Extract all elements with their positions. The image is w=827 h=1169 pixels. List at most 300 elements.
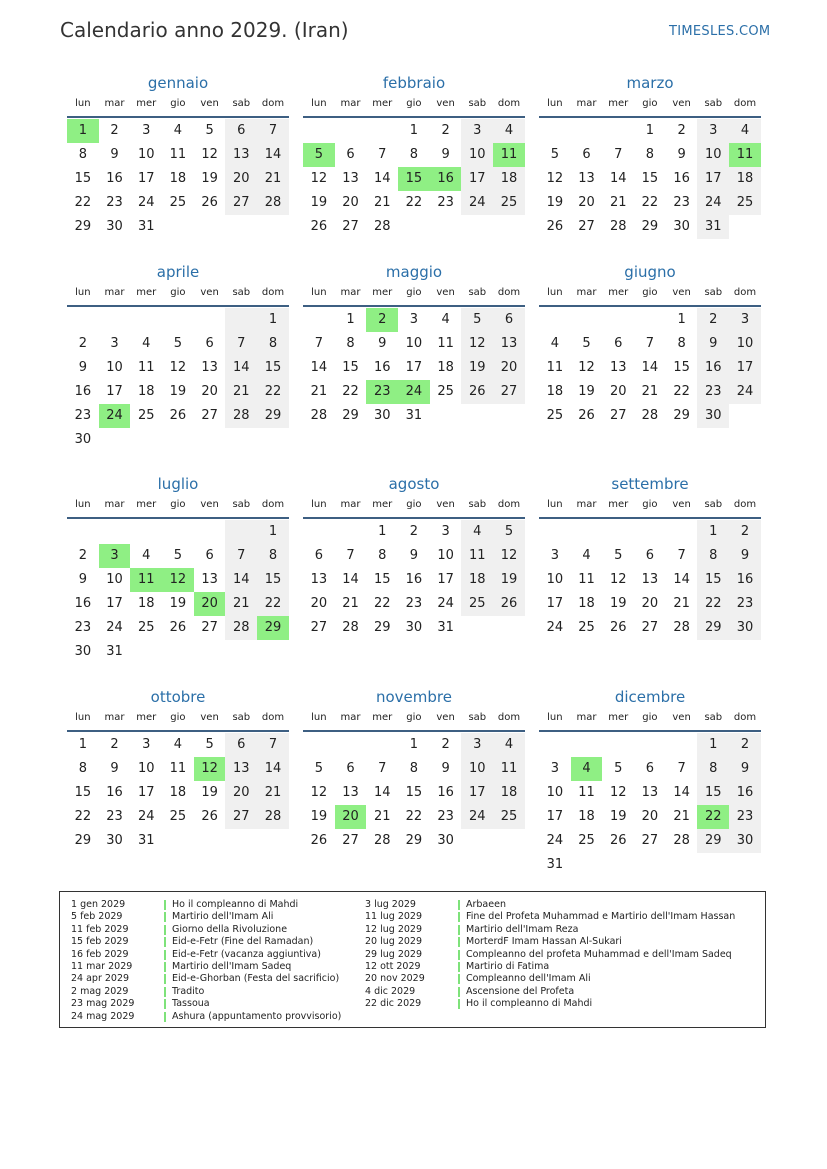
legend-text: Martirio dell'Imam Ali bbox=[172, 911, 274, 923]
day-cell: 10 bbox=[697, 143, 729, 167]
day-cell: 20 bbox=[609, 384, 627, 399]
day-cell: 1 bbox=[645, 123, 655, 138]
legend-row bbox=[71, 911, 341, 923]
day-cell: 29 bbox=[697, 829, 729, 853]
holiday-day-cell: 3 bbox=[99, 544, 131, 568]
empty-cell bbox=[571, 119, 603, 143]
weekday-label: sab bbox=[704, 287, 723, 298]
legend-text: Fine del Profeta Muhammad e Martirio dell'Imam Hassan bbox=[466, 911, 736, 923]
day-cell: 30 bbox=[74, 644, 92, 659]
day-cell: 2 bbox=[110, 123, 119, 138]
day-cell: 7 bbox=[225, 332, 257, 356]
day-cell: 2 bbox=[729, 733, 761, 757]
day-cell: 27 bbox=[201, 620, 218, 635]
legend-date: 1 gen 2029 bbox=[71, 899, 126, 910]
weekday-label: sab bbox=[468, 499, 487, 510]
day-cell: 21 bbox=[257, 781, 289, 805]
month-giugno bbox=[539, 261, 761, 428]
day-cell: 18 bbox=[437, 360, 454, 375]
legend-text: MorterdF Imam Hassan Al-Sukari bbox=[466, 936, 622, 948]
day-cell: 14 bbox=[342, 572, 359, 587]
day-cell: 22 bbox=[342, 384, 359, 399]
day-cell: 22 bbox=[257, 380, 289, 404]
brand-link[interactable]: TIMESLES.COM bbox=[669, 24, 771, 39]
day-cell: 26 bbox=[169, 408, 187, 423]
legend-date: 16 feb 2029 bbox=[71, 948, 129, 960]
day-cell: 11 bbox=[546, 360, 564, 375]
holiday-day-cell: 23 bbox=[366, 380, 398, 404]
day-cell: 3 bbox=[142, 737, 151, 752]
day-cell: 23 bbox=[729, 805, 761, 829]
legend-date: 20 lug 2029 bbox=[365, 936, 422, 948]
legend-text: Eid-e-Ghorban (Festa del sacrificio) bbox=[172, 973, 340, 985]
day-cell: 5 bbox=[314, 761, 323, 776]
day-cell: 19 bbox=[578, 384, 595, 399]
empty-cell bbox=[634, 733, 666, 757]
legend-text: Eid-e-Fetr (vacanza aggiuntiva) bbox=[172, 948, 321, 960]
legend-text: Martirio di Fatima bbox=[466, 960, 550, 972]
empty-cell bbox=[303, 308, 335, 332]
day-cell: 3 bbox=[461, 733, 493, 757]
holiday-day-cell: 12 bbox=[162, 568, 194, 592]
empty-cell bbox=[571, 520, 603, 544]
day-cell: 27 bbox=[609, 408, 627, 423]
day-cell: 9 bbox=[729, 757, 761, 781]
weekday-label: ven bbox=[672, 712, 691, 723]
weekday-label: lun bbox=[75, 499, 91, 510]
month-name: maggio bbox=[385, 263, 443, 281]
day-cell: 21 bbox=[673, 596, 690, 611]
weekday-label: ven bbox=[436, 287, 455, 298]
day-cell: 4 bbox=[582, 548, 591, 563]
day-cell: 13 bbox=[342, 785, 359, 800]
empty-cell bbox=[162, 520, 194, 544]
legend-date: 3 lug 2029 bbox=[365, 899, 416, 910]
day-cell: 1 bbox=[409, 737, 419, 752]
day-cell: 26 bbox=[310, 219, 328, 234]
day-cell: 5 bbox=[205, 123, 214, 138]
day-cell: 30 bbox=[405, 620, 423, 635]
day-cell: 16 bbox=[106, 171, 123, 186]
day-cell: 28 bbox=[673, 833, 690, 848]
day-cell: 15 bbox=[673, 360, 690, 375]
legend-row bbox=[365, 899, 735, 911]
day-cell: 28 bbox=[673, 620, 690, 635]
day-cell: 21 bbox=[373, 195, 391, 210]
day-cell: 28 bbox=[257, 191, 289, 215]
day-cell: 29 bbox=[641, 219, 659, 234]
legend-row bbox=[365, 986, 735, 998]
day-cell: 19 bbox=[609, 596, 627, 611]
legend-row bbox=[365, 961, 735, 973]
weekday-label: sab bbox=[468, 287, 487, 298]
day-cell: 13 bbox=[225, 757, 257, 781]
day-cell: 14 bbox=[257, 757, 289, 781]
empty-cell bbox=[162, 308, 194, 332]
day-cell: 2 bbox=[697, 308, 729, 332]
legend-text: Eid-e-Fetr (Fine del Ramadan) bbox=[172, 936, 314, 948]
day-cell: 20 bbox=[225, 781, 257, 805]
legend-marker bbox=[458, 912, 460, 922]
legend-marker bbox=[458, 999, 460, 1009]
legend-date: 23 mag 2029 bbox=[71, 998, 135, 1010]
day-cell: 7 bbox=[378, 147, 387, 162]
legend-marker bbox=[164, 999, 166, 1009]
day-cell: 10 bbox=[461, 757, 493, 781]
month-name: ottobre bbox=[150, 688, 206, 706]
legend-text: Martirio dell'Imam Sadeq bbox=[172, 960, 292, 972]
day-cell: 24 bbox=[106, 620, 123, 635]
legend-text: Tradito bbox=[172, 985, 205, 997]
day-cell: 2 bbox=[110, 737, 119, 752]
day-cell: 27 bbox=[578, 219, 595, 234]
day-cell: 17 bbox=[106, 596, 123, 611]
day-cell: 8 bbox=[697, 757, 729, 781]
day-cell: 7 bbox=[677, 761, 686, 776]
day-grid bbox=[539, 732, 761, 877]
weekday-header bbox=[303, 708, 525, 732]
weekday-label: gio bbox=[406, 287, 422, 298]
legend-text: Compleanno dell'Imam Ali bbox=[466, 973, 591, 985]
day-cell: 18 bbox=[578, 596, 595, 611]
day-cell: 1 bbox=[697, 520, 729, 544]
legend-text: Martirio dell'Imam Reza bbox=[466, 923, 579, 935]
weekday-label: dom bbox=[261, 712, 285, 723]
day-cell: 9 bbox=[78, 360, 87, 375]
day-cell: 6 bbox=[645, 761, 655, 776]
day-cell: 19 bbox=[493, 568, 525, 592]
day-cell: 8 bbox=[378, 548, 387, 563]
day-cell: 7 bbox=[346, 548, 355, 563]
weekday-header bbox=[539, 708, 761, 732]
day-cell: 11 bbox=[137, 360, 155, 375]
legend-row bbox=[71, 899, 341, 911]
empty-cell bbox=[602, 119, 634, 143]
day-cell: 30 bbox=[729, 616, 761, 640]
day-cell: 3 bbox=[110, 336, 119, 351]
legend-row bbox=[71, 949, 341, 961]
day-grid bbox=[67, 519, 289, 664]
day-cell: 9 bbox=[110, 761, 119, 776]
day-cell: 27 bbox=[225, 191, 257, 215]
day-cell: 23 bbox=[437, 195, 454, 210]
empty-cell bbox=[99, 520, 131, 544]
day-cell: 29 bbox=[405, 833, 423, 848]
day-cell: 3 bbox=[142, 123, 151, 138]
legend-text: Ho il compleanno di Mahdi bbox=[172, 899, 299, 910]
day-cell: 30 bbox=[729, 829, 761, 853]
month-luglio bbox=[67, 473, 289, 664]
legend-date: 4 dic 2029 bbox=[365, 985, 416, 997]
day-grid bbox=[67, 307, 289, 452]
day-cell: 13 bbox=[609, 360, 627, 375]
month-marzo bbox=[539, 72, 761, 239]
day-cell: 17 bbox=[546, 809, 564, 824]
day-cell: 8 bbox=[257, 332, 289, 356]
day-cell: 14 bbox=[310, 360, 328, 375]
legend-text: Compleanno del profeta Muhammad e dell'Imam Sadeq bbox=[466, 948, 732, 960]
day-cell: 2 bbox=[78, 548, 87, 563]
day-cell: 19 bbox=[461, 356, 493, 380]
day-grid bbox=[303, 732, 525, 853]
weekday-label: ven bbox=[672, 499, 691, 510]
legend-date: 5 feb 2029 bbox=[71, 911, 123, 923]
weekday-label: mar bbox=[576, 712, 597, 723]
holiday-day-cell: 12 bbox=[194, 757, 226, 781]
empty-cell bbox=[335, 119, 367, 143]
weekday-label: ven bbox=[436, 712, 455, 723]
day-cell: 29 bbox=[697, 616, 729, 640]
weekday-label: mar bbox=[340, 287, 361, 298]
day-cell: 31 bbox=[405, 408, 423, 423]
legend-marker bbox=[164, 987, 166, 997]
day-cell: 22 bbox=[74, 195, 92, 210]
day-cell: 18 bbox=[169, 171, 187, 186]
legend-date: 24 mag 2029 bbox=[71, 1010, 135, 1022]
day-cell: 30 bbox=[106, 833, 123, 848]
empty-cell bbox=[539, 119, 571, 143]
day-cell: 16 bbox=[373, 360, 391, 375]
empty-cell bbox=[67, 520, 99, 544]
day-cell: 16 bbox=[74, 384, 92, 399]
day-cell: 1 bbox=[257, 520, 289, 544]
day-cell: 22 bbox=[373, 596, 391, 611]
day-cell: 4 bbox=[173, 123, 183, 138]
weekday-label: mar bbox=[340, 499, 361, 510]
day-cell: 28 bbox=[373, 833, 391, 848]
empty-cell bbox=[303, 119, 335, 143]
legend-row bbox=[71, 986, 341, 998]
day-cell: 5 bbox=[493, 520, 525, 544]
day-cell: 2 bbox=[441, 737, 450, 752]
weekday-label: lun bbox=[75, 712, 91, 723]
empty-cell bbox=[335, 733, 367, 757]
day-cell: 5 bbox=[550, 147, 559, 162]
day-cell: 8 bbox=[677, 336, 686, 351]
day-cell: 29 bbox=[74, 219, 92, 234]
holiday-legend bbox=[59, 891, 766, 1028]
day-cell: 7 bbox=[677, 548, 686, 563]
day-cell: 1 bbox=[677, 312, 686, 327]
legend-row bbox=[365, 973, 735, 985]
legend-marker bbox=[164, 950, 166, 960]
day-cell: 12 bbox=[493, 544, 525, 568]
day-cell: 4 bbox=[441, 312, 450, 327]
day-cell: 24 bbox=[729, 380, 761, 404]
day-cell: 25 bbox=[546, 408, 564, 423]
weekday-header bbox=[67, 283, 289, 307]
month-dicembre bbox=[539, 686, 761, 877]
holiday-day-cell: 2 bbox=[366, 308, 398, 332]
day-cell: 6 bbox=[493, 308, 525, 332]
weekday-label: gio bbox=[642, 287, 658, 298]
day-cell: 3 bbox=[729, 308, 761, 332]
day-grid bbox=[539, 519, 761, 640]
weekday-label: lun bbox=[547, 287, 563, 298]
day-cell: 16 bbox=[729, 568, 761, 592]
holiday-day-cell: 29 bbox=[257, 616, 289, 640]
day-cell: 3 bbox=[461, 119, 493, 143]
day-cell: 23 bbox=[697, 380, 729, 404]
day-cell: 29 bbox=[342, 408, 359, 423]
empty-cell bbox=[303, 733, 335, 757]
weekday-label: mer bbox=[372, 287, 393, 298]
empty-cell bbox=[130, 520, 162, 544]
day-cell: 14 bbox=[641, 360, 659, 375]
legend-row bbox=[71, 924, 341, 936]
weekday-label: mar bbox=[104, 499, 125, 510]
legend-column-right bbox=[365, 899, 735, 1011]
weekday-label: sab bbox=[468, 98, 487, 109]
day-grid bbox=[303, 307, 525, 428]
day-cell: 8 bbox=[409, 761, 419, 776]
day-cell: 1 bbox=[78, 737, 87, 752]
month-settembre bbox=[539, 473, 761, 640]
month-name: febbraio bbox=[382, 74, 446, 92]
legend-marker bbox=[458, 900, 460, 910]
day-cell: 20 bbox=[641, 596, 659, 611]
day-cell: 31 bbox=[137, 833, 155, 848]
weekday-label: lun bbox=[311, 287, 327, 298]
day-cell: 26 bbox=[609, 833, 627, 848]
day-grid bbox=[539, 118, 761, 239]
legend-text: Arbaeen bbox=[466, 899, 506, 910]
empty-cell bbox=[130, 308, 162, 332]
day-cell: 12 bbox=[609, 572, 627, 587]
weekday-label: mer bbox=[136, 98, 157, 109]
day-cell: 10 bbox=[437, 548, 454, 563]
day-cell: 21 bbox=[310, 384, 328, 399]
day-cell: 8 bbox=[409, 147, 419, 162]
holiday-day-cell: 5 bbox=[303, 143, 335, 167]
day-cell: 24 bbox=[437, 596, 454, 611]
weekday-label: dom bbox=[497, 712, 521, 723]
day-cell: 1 bbox=[409, 123, 419, 138]
legend-marker bbox=[458, 962, 460, 972]
day-cell: 8 bbox=[645, 147, 655, 162]
day-cell: 13 bbox=[578, 171, 595, 186]
day-cell: 25 bbox=[493, 191, 525, 215]
day-cell: 25 bbox=[137, 408, 155, 423]
weekday-header bbox=[539, 495, 761, 519]
day-cell: 7 bbox=[614, 147, 623, 162]
day-cell: 19 bbox=[310, 195, 328, 210]
day-cell: 27 bbox=[493, 380, 525, 404]
day-cell: 23 bbox=[106, 195, 123, 210]
weekday-label: dom bbox=[733, 98, 757, 109]
weekday-label: mer bbox=[372, 712, 393, 723]
legend-marker bbox=[164, 962, 166, 972]
legend-text: Ashura (appuntamento provvisorio) bbox=[172, 1010, 342, 1022]
day-cell: 18 bbox=[137, 596, 155, 611]
legend-marker bbox=[164, 925, 166, 935]
day-cell: 31 bbox=[437, 620, 454, 635]
day-cell: 28 bbox=[257, 805, 289, 829]
day-cell: 15 bbox=[257, 356, 289, 380]
day-cell: 24 bbox=[461, 805, 493, 829]
day-cell: 9 bbox=[441, 147, 450, 162]
day-cell: 28 bbox=[225, 404, 257, 428]
day-cell: 21 bbox=[609, 195, 627, 210]
legend-date: 11 mar 2029 bbox=[71, 960, 133, 972]
day-cell: 4 bbox=[729, 119, 761, 143]
day-cell: 8 bbox=[346, 336, 355, 351]
weekday-label: lun bbox=[311, 712, 327, 723]
weekday-label: mer bbox=[608, 98, 629, 109]
day-cell: 12 bbox=[310, 171, 328, 186]
legend-marker bbox=[458, 950, 460, 960]
day-cell: 27 bbox=[225, 805, 257, 829]
day-cell: 30 bbox=[74, 432, 92, 447]
weekday-label: mer bbox=[608, 287, 629, 298]
weekday-label: mer bbox=[372, 98, 393, 109]
day-cell: 6 bbox=[582, 147, 591, 162]
day-cell: 5 bbox=[461, 308, 493, 332]
weekday-label: sab bbox=[232, 98, 251, 109]
day-cell: 17 bbox=[546, 596, 564, 611]
day-cell: 18 bbox=[493, 781, 525, 805]
weekday-label: sab bbox=[232, 499, 251, 510]
day-cell: 12 bbox=[546, 171, 564, 186]
day-cell: 4 bbox=[173, 737, 183, 752]
day-cell: 30 bbox=[673, 219, 690, 234]
empty-cell bbox=[602, 308, 634, 332]
day-cell: 13 bbox=[493, 332, 525, 356]
day-cell: 17 bbox=[106, 384, 123, 399]
day-cell: 9 bbox=[378, 336, 387, 351]
day-cell: 9 bbox=[697, 332, 729, 356]
day-cell: 25 bbox=[169, 809, 187, 824]
legend-date: 22 dic 2029 bbox=[365, 998, 422, 1010]
day-cell: 14 bbox=[373, 171, 391, 186]
weekday-label: sab bbox=[704, 499, 723, 510]
day-cell: 7 bbox=[314, 336, 323, 351]
day-cell: 14 bbox=[673, 785, 690, 800]
day-cell: 7 bbox=[257, 733, 289, 757]
day-cell: 1 bbox=[257, 308, 289, 332]
empty-cell bbox=[335, 520, 367, 544]
weekday-label: sab bbox=[232, 712, 251, 723]
day-cell: 23 bbox=[437, 809, 454, 824]
month-novembre bbox=[303, 686, 525, 853]
day-cell: 21 bbox=[257, 167, 289, 191]
legend-marker bbox=[458, 987, 460, 997]
day-cell: 31 bbox=[106, 644, 123, 659]
day-cell: 22 bbox=[74, 809, 92, 824]
weekday-label: lun bbox=[75, 98, 91, 109]
day-cell: 9 bbox=[441, 761, 450, 776]
day-cell: 17 bbox=[461, 781, 493, 805]
day-cell: 23 bbox=[673, 195, 690, 210]
legend-marker bbox=[164, 937, 166, 947]
empty-cell bbox=[666, 733, 698, 757]
day-cell: 23 bbox=[74, 408, 92, 423]
day-cell: 16 bbox=[697, 356, 729, 380]
day-cell: 16 bbox=[673, 171, 690, 186]
day-cell: 22 bbox=[257, 592, 289, 616]
day-cell: 16 bbox=[437, 785, 454, 800]
day-cell: 2 bbox=[677, 123, 686, 138]
day-grid bbox=[539, 307, 761, 428]
empty-cell bbox=[303, 520, 335, 544]
weekday-label: sab bbox=[704, 98, 723, 109]
day-cell: 4 bbox=[142, 336, 151, 351]
day-cell: 1 bbox=[346, 312, 355, 327]
day-cell: 20 bbox=[201, 384, 218, 399]
day-cell: 4 bbox=[493, 733, 525, 757]
legend-row bbox=[365, 998, 735, 1010]
day-cell: 16 bbox=[106, 785, 123, 800]
